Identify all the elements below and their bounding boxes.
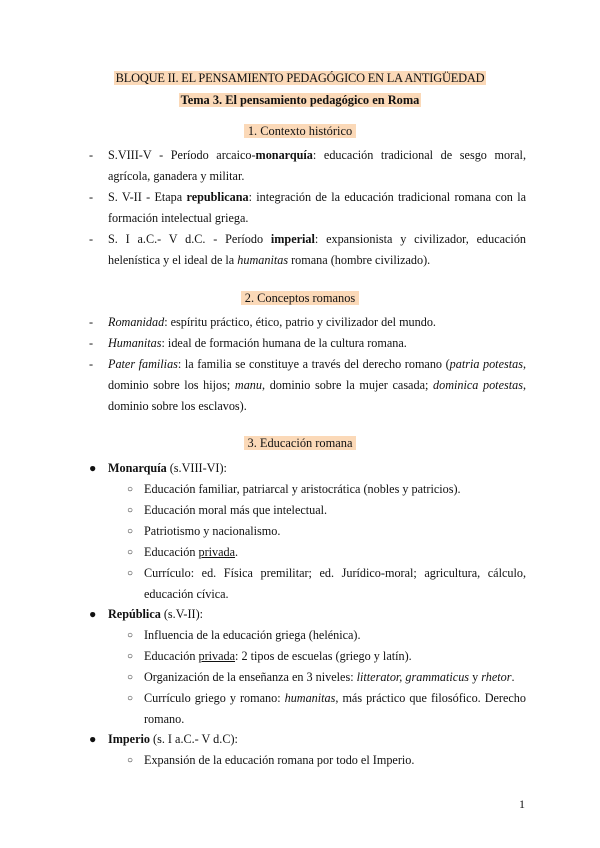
section2-item-3: - Pater familias: la familia se constituye a través del derecho romano (patria potestas, dominio sobre los hijos; manu, dominio sobre la mujer casada; dominica potestas, dominio sobre los esclavos). <box>89 357 526 413</box>
bloque-title-wrap <box>0 71 600 86</box>
section1-heading: 1. Contexto histórico <box>0 124 600 139</box>
circle-bullet-icon: ○ <box>127 484 134 495</box>
republica-item-3: ○ Organización de la enseñanza en 3 niveles: litterator, grammaticus y rhetor. <box>127 667 526 688</box>
monarquia-heading: ● Monarquía (s.VIII-VI): <box>89 458 526 479</box>
circle-bullet-icon: ○ <box>127 526 134 537</box>
section2-item-2: - Humanitas: ideal de formación humana de la cultura romana. <box>89 336 407 350</box>
circle-bullet-icon: ○ <box>127 693 134 704</box>
circle-bullet-icon: ○ <box>127 568 134 579</box>
bullet-icon: ● <box>89 461 97 475</box>
monarquia-item-4: ○ Educación privada. <box>127 542 526 563</box>
imperio-heading: ● Imperio (s. I a.C.- V d.C): <box>89 729 526 750</box>
imperio-item-1: ○ Expansión de la educación romana por todo el Imperio. <box>127 750 526 771</box>
section2-item-1: - Romanidad: espíritu práctico, ético, patrio y civilizador del mundo. <box>89 315 436 329</box>
tema-title: Tema 3. El pensamiento pedagógico en Roma <box>180 93 420 107</box>
bloque-title: BLOQUE II. EL PENSAMIENTO PEDAGÓGICO EN LA ANTIGÜEDAD <box>115 71 485 85</box>
republica-heading: ● República (s.V-II): <box>89 604 526 625</box>
bullet-icon: ● <box>89 732 97 746</box>
circle-bullet-icon: ○ <box>127 505 134 516</box>
monarquia-item-1: ○ Educación familiar, patriarcal y aristocrática (nobles y patricios). <box>127 479 526 500</box>
circle-bullet-icon: ○ <box>127 547 134 558</box>
circle-bullet-icon: ○ <box>127 651 134 662</box>
monarquia-item-5: ○ Currículo: ed. Física premilitar; ed. Jurídico-moral; agricultura, cálculo, educación cívica. <box>127 563 526 605</box>
circle-bullet-icon: ○ <box>127 755 134 766</box>
republica-item-2: ○ Educación privada: 2 tipos de escuelas (griego y latín). <box>127 646 526 667</box>
circle-bullet-icon: ○ <box>127 672 134 683</box>
republica-item-1: ○ Influencia de la educación griega (helénica). <box>127 625 526 646</box>
monarquia-item-2: ○ Educación moral más que intelectual. <box>127 500 526 521</box>
section1-item-2: - S. V-II - Etapa republicana: integración de la educación tradicional romana con la formación intelectual griega. <box>89 190 527 225</box>
republica-item-4: ○ Currículo griego y romano: humanitas, más práctico que filosófico. Derecho romano. <box>127 688 526 730</box>
section1-item-3: - S. I a.C.- V d.C. - Período imperial: expansionista y civilizador, educación helenística y el ideal de la humanitas romana (hombre civilizado). <box>89 232 527 267</box>
circle-bullet-icon: ○ <box>127 630 134 641</box>
page-number: 1 <box>519 797 525 811</box>
section3-heading: 3. Educación romana <box>0 436 600 451</box>
section2-heading: 2. Conceptos romanos <box>0 291 600 306</box>
section1-item-1: - S.VIII-V - Período arcaico-monarquía: educación tradicional de sesgo moral, agrícola, ganadera y militar. <box>89 148 526 183</box>
bullet-icon: ● <box>89 607 97 621</box>
monarquia-item-3: ○ Patriotismo y nacionalismo. <box>127 521 526 542</box>
